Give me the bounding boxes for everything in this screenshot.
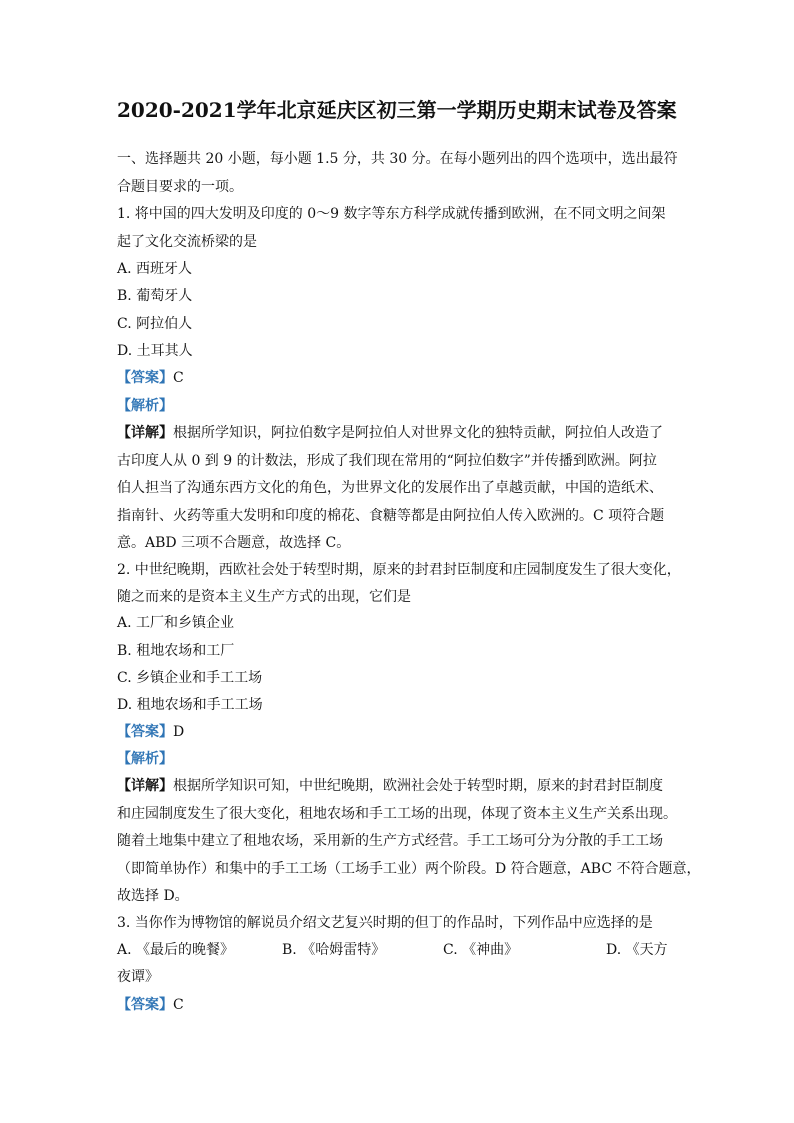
- question-1-option-b: B. 葡萄牙人: [117, 288, 193, 304]
- question-1-detail-line-4: 指南针、火药等重大发明和印度的棉花、食糖等都是由阿拉伯人传入欧洲的。C 项符合题: [117, 508, 665, 524]
- question-1-detail-line-5: 意。ABD 三项不合题意，故选择 C。: [117, 535, 351, 551]
- question-3-option-c: C. 《神曲》: [443, 942, 519, 958]
- question-2-option-b: B. 租地农场和工厂: [117, 643, 235, 659]
- question-2-detail-line-4: （即简单协作）和集中的手工工场（工场手工业）两个阶段。D 符合题意，ABC 不符合题意，: [117, 861, 701, 877]
- question-3-option-a: A. 《最后的晚餐》: [117, 942, 235, 958]
- question-2-detail-line-3: 随着土地集中建立了租地农场，采用新的生产方式经营。手工工场可分为分散的手工工场: [117, 833, 663, 849]
- answer-value: C: [173, 997, 184, 1013]
- answer-value: D: [173, 724, 185, 740]
- question-1-answer: [117, 369, 184, 387]
- detail-label: 【详解】: [117, 778, 173, 794]
- question-1-option-a: A. 西班牙人: [117, 261, 193, 277]
- question-1-detail-line-2: 古印度人从 0 到 9 的计数法，形成了我们现在常用的“阿拉伯数字”并传播到欧洲。阿拉: [117, 453, 657, 469]
- question-2-detail-line-5: 故选择 D。: [117, 888, 189, 904]
- question-2-option-a: A. 工厂和乡镇企业: [117, 615, 235, 631]
- section-instructions-line-2: 合题目要求的一项。: [117, 179, 243, 195]
- answer-value: C: [173, 370, 184, 386]
- section-instructions-line-1: 一、选择题共 20 小题，每小题 1.5 分，共 30 分。在每小题列出的四个选项中，选出最符: [117, 151, 678, 167]
- answer-label: 【答案】: [117, 724, 173, 740]
- question-2-stem-line-1: 2. 中世纪晚期，西欧社会处于转型时期，原来的封君封臣制度和庄园制度发生了很大变化，: [117, 562, 681, 578]
- detail-label: 【详解】: [117, 425, 173, 441]
- page-title: 2020-2021学年北京延庆区初三第一学期历史期末试卷及答案: [117, 98, 677, 122]
- question-2-analysis-label: [117, 750, 173, 768]
- question-2-detail-line-2: 和庄园制度发生了很大变化，租地农场和手工工场的出现，体现了资本主义生产关系出现。: [117, 806, 677, 822]
- question-1-detail-line-3: 伯人担当了沟通东西方文化的角色，为世界文化的发展作出了卓越贡献，中国的造纸术、: [117, 480, 663, 496]
- question-3-answer: [117, 996, 184, 1014]
- question-1-option-d: D. 土耳其人: [117, 343, 193, 359]
- detail-text: 根据所学知识可知，中世纪晚期，欧洲社会处于转型时期，原来的封君封臣制度: [173, 778, 663, 794]
- answer-label: 【答案】: [117, 997, 173, 1013]
- question-1-detail-line-1: [117, 424, 663, 442]
- answer-label: 【答案】: [117, 370, 173, 386]
- question-1-stem-line-1: 1. 将中国的四大发明及印度的 0～9 数字等东方科学成就传播到欧洲，在不同文明之间架: [117, 206, 666, 222]
- question-1-analysis-label: [117, 397, 173, 415]
- question-1-stem-line-2: 起了文化交流桥梁的是: [117, 234, 257, 250]
- question-3-option-b: B. 《哈姆雷特》: [282, 942, 386, 958]
- question-2-option-d: D. 租地农场和手工工场: [117, 697, 263, 713]
- analysis-label: 【解析】: [117, 398, 173, 414]
- detail-text: 根据所学知识，阿拉伯数字是阿拉伯人对世界文化的独特贡献，阿拉伯人改造了: [173, 425, 663, 441]
- question-2-option-c: C. 乡镇企业和手工工场: [117, 670, 263, 686]
- analysis-label: 【解析】: [117, 751, 173, 767]
- question-2-stem-line-2: 随之而来的是资本主义生产方式的出现，它们是: [117, 589, 411, 605]
- question-3-option-d-line-1: D. 《天方: [606, 942, 668, 958]
- question-2-answer: [117, 723, 184, 741]
- question-1-option-c: C. 阿拉伯人: [117, 316, 193, 332]
- question-3-option-d-line-2: 夜谭》: [117, 969, 159, 985]
- question-2-detail-line-1: [117, 777, 663, 795]
- question-3-stem-line-1: 3. 当你作为博物馆的解说员介绍文艺复兴时期的但丁的作品时，下列作品中应选择的是: [117, 915, 653, 931]
